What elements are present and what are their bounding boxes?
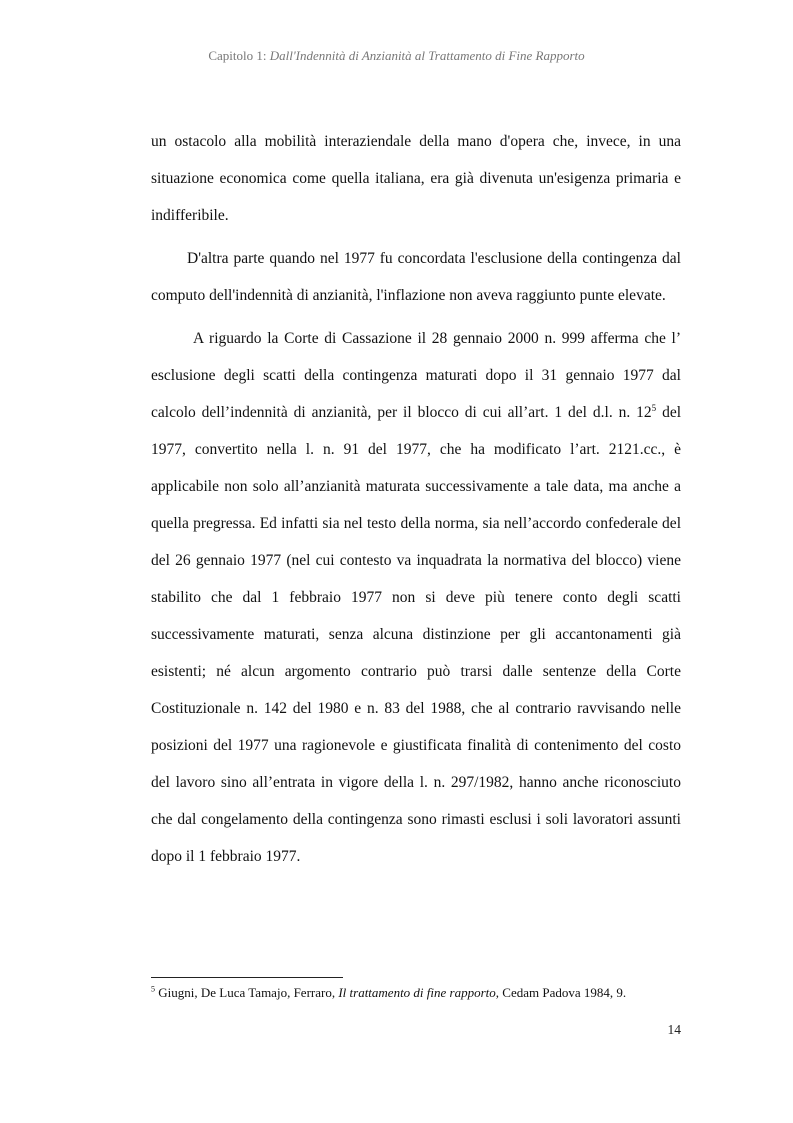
body-text (151, 123, 681, 875)
footnote (151, 985, 711, 1001)
paragraph-3-part-2: del 1977, convertito nella l. n. 91 del 1977, che ha modificato l’art. 2121.cc., è applicabile non solo all’anzianità maturata successivamente a tale data, ma anche a quella pregressa. Ed infatti sia nel testo della norma, sia nell’accordo confederale del del 26 gennaio 1977 (nel cui contesto va inquadrata la normativa del blocco) viene stabilito che dal 1 febbraio 1977 non si deve più tenere conto degli scatti successivamente maturati, senza alcuna distinzione per gli accantonamenti già esistenti; né alcun argomento contrario può trarsi dalle sentenze della Corte Costituzionale n. 142 del 1980 e n. 83 del 1988, che al contrario ravvisando nelle posizioni del 1977 una ragionevole e giustificata finalità di contenimento del costo del lavoro sino all’entrata in vigore della l. n. 297/1982, hanno anche riconosciuto che dal congelamento della contingenza sono rimasti esclusi i soli lavoratori assunti dopo il 1 febbraio 1977. (151, 404, 682, 865)
page-number: 14 (667, 1022, 681, 1037)
running-header (0, 48, 793, 64)
footnote-reference[interactable]: 5 (651, 402, 657, 413)
paragraph-3-part-1: A riguardo la Corte di Cassazione il 28 gennaio 2000 n. 999 afferma che l’ esclusione degli scatti della contingenza maturati dopo il 31 gennaio 1977 dal calcolo dell’indennità di anzianità, per il blocco di cui all’art. 1 del d.l. n. 12 (151, 330, 681, 421)
footnote-separator (151, 977, 343, 978)
header-chapter-title: Dall'Indennità di Anzianità al Trattamento di Fine Rapporto (269, 48, 585, 63)
paragraph-3 (151, 320, 681, 875)
footnote-publisher: , Cedam Padova 1984, 9. (495, 985, 627, 1000)
footnote-title: Il trattamento di fine rapporto (338, 985, 496, 1000)
footnote-authors: Giugni, De Luca Tamajo, Ferraro, (155, 985, 339, 1000)
paragraph-2: D'altra parte quando nel 1977 fu concordata l'esclusione della contingenza dal computo dell'indennità di anzianità, l'inflazione non aveva raggiunto punte elevate. (151, 250, 681, 304)
footnote-number: 5 (151, 984, 155, 994)
paragraph-1: un ostacolo alla mobilità interaziendale della mano d'opera che, invece, in una situazione economica come quella italiana, era già divenuta un'esigenza primaria e indifferibile. (151, 133, 681, 224)
header-chapter-prefix: Capitolo 1: (208, 48, 270, 63)
